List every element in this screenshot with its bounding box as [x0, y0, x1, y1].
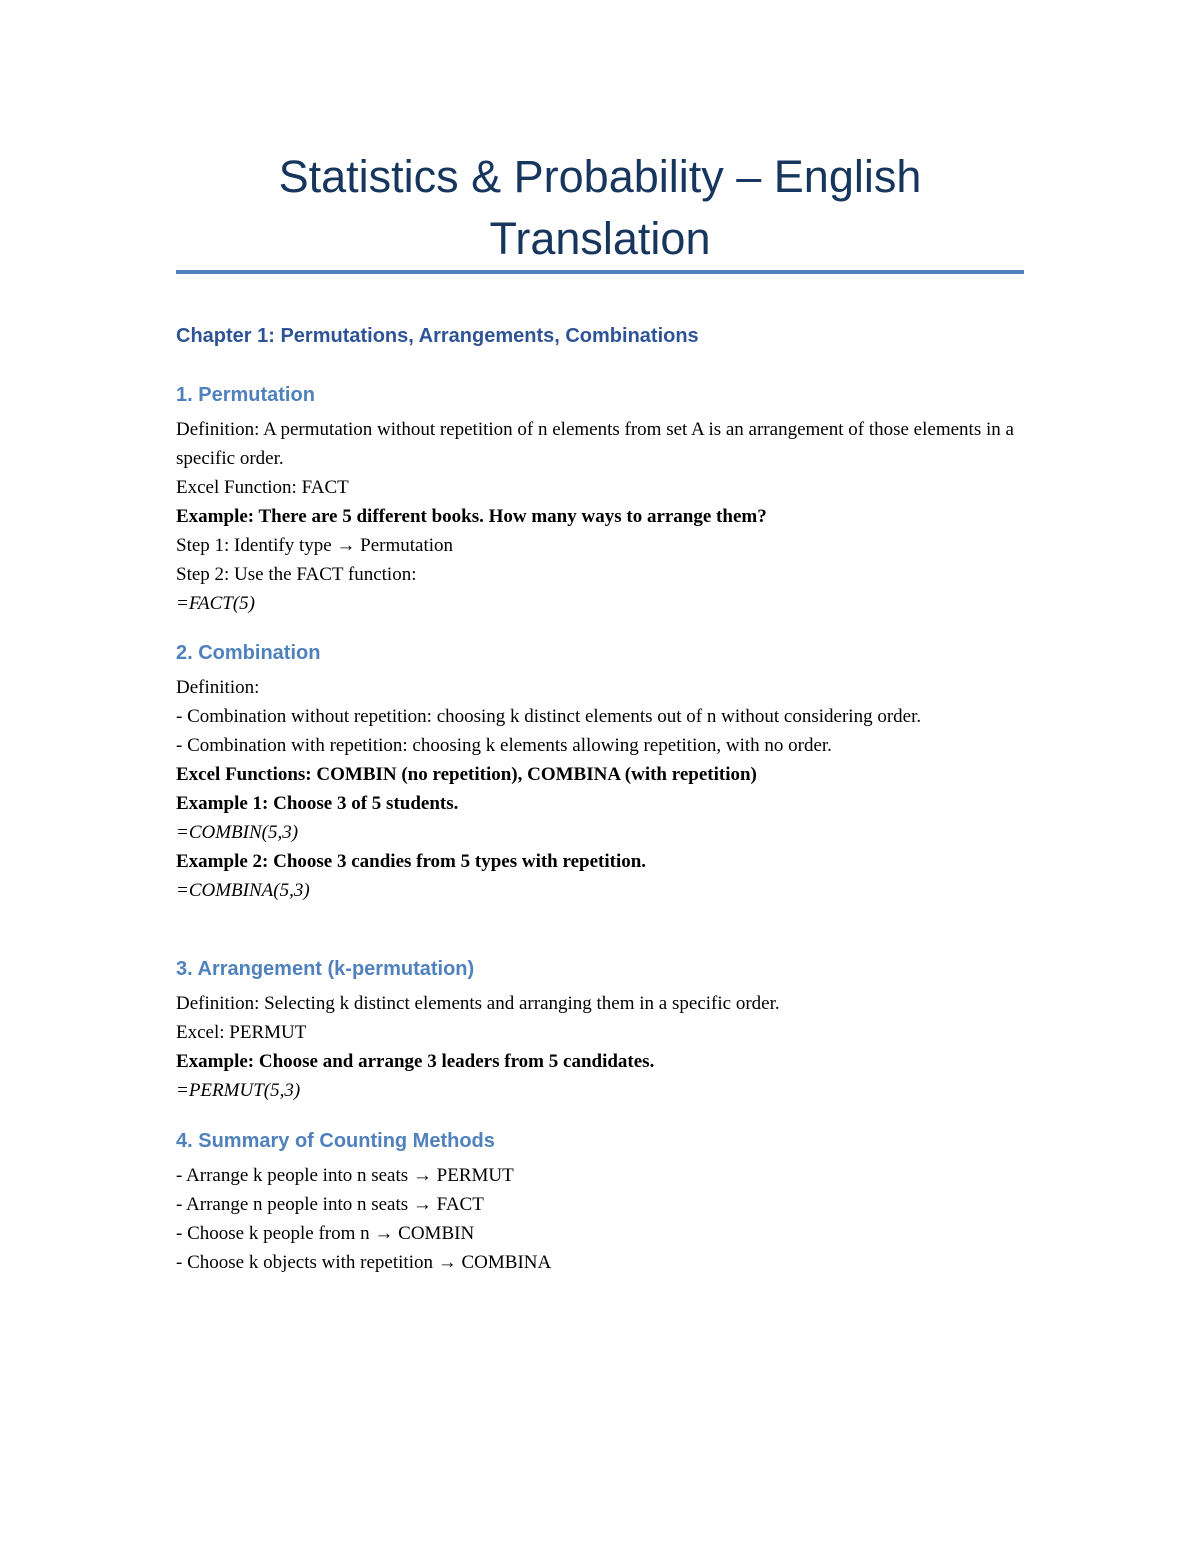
definition-text: Definition: A permutation without repetition of n elements from set A is an arrangement of those elements in a specific order. [176, 419, 1014, 469]
document-title: Statistics & Probability – English Translation [278, 151, 922, 264]
formula-text: =COMBIN(5,3) [176, 822, 299, 843]
section-arrangement [176, 955, 1026, 1105]
definition-text: Definition: [176, 677, 260, 698]
example-text: Example 2: Choose 3 candies from 5 types with repetition. [176, 851, 647, 872]
formula-text: =COMBINA(5,3) [176, 880, 310, 901]
summary-item: - Choose k people from n → COMBIN [176, 1223, 475, 1244]
section-heading: 1. Permutation [176, 384, 315, 406]
title-underline [176, 270, 1024, 274]
section-heading: 3. Arrangement (k-permutation) [176, 958, 475, 980]
step-text: Step 2: Use the FACT function: [176, 564, 417, 585]
excel-function-text: Excel: PERMUT [176, 1022, 307, 1043]
definition-text: Definition: Selecting k distinct elements and arranging them in a specific order. [176, 993, 780, 1014]
definition-item: - Combination without repetition: choosing k distinct elements out of n without considering order. [176, 706, 922, 727]
section-heading: 2. Combination [176, 642, 321, 664]
section-combination [176, 639, 1026, 905]
section-permutation [176, 381, 1026, 618]
example-text: Example: There are 5 different books. How many ways to arrange them? [176, 506, 767, 527]
summary-item: - Arrange k people into n seats → PERMUT [176, 1165, 514, 1186]
definition-item: - Combination with repetition: choosing k elements allowing repetition, with no order. [176, 735, 832, 756]
step-text: Step 1: Identify type → Permutation [176, 535, 454, 556]
example-text: Example 1: Choose 3 of 5 students. [176, 793, 459, 814]
excel-function-text: Excel Functions: COMBIN (no repetition), COMBINA (with repetition) [176, 764, 757, 785]
summary-item: - Choose k objects with repetition → COMBINA [176, 1252, 552, 1273]
summary-item: - Arrange n people into n seats → FACT [176, 1194, 484, 1215]
section-summary [176, 1127, 1026, 1277]
formula-text: =PERMUT(5,3) [176, 1080, 301, 1101]
section-heading: 4. Summary of Counting Methods [176, 1130, 495, 1152]
chapter-heading: Chapter 1: Permutations, Arrangements, Combinations [176, 325, 699, 347]
formula-text: =FACT(5) [176, 593, 255, 614]
example-text: Example: Choose and arrange 3 leaders from 5 candidates. [176, 1051, 655, 1072]
excel-function-text: Excel Function: FACT [176, 477, 349, 498]
